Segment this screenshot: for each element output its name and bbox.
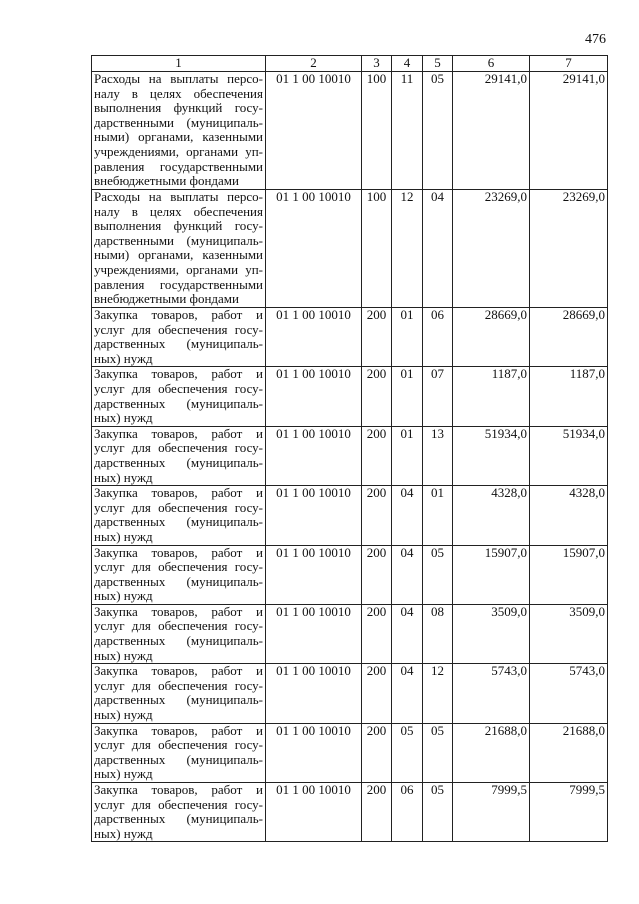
row-name-line: Закупка товаров, работ и	[94, 604, 263, 619]
subsection-cell: 01	[423, 486, 453, 545]
row-name-line: учреждениями, органами уп-	[94, 261, 263, 277]
row-name-cell	[92, 72, 266, 190]
budget-table	[91, 55, 608, 842]
expense-type-cell: 200	[362, 604, 392, 663]
row-name-line: учреждениями, органами уп-	[94, 143, 263, 159]
row-name-cell	[92, 486, 266, 545]
table-row	[92, 486, 608, 545]
table-row	[92, 723, 608, 782]
subsection-cell: 13	[423, 426, 453, 485]
row-name-line: услуг для обеспечения госу-	[94, 618, 263, 634]
amount-cell: 7999,5	[530, 783, 608, 842]
row-name-line: услуг для обеспечения госу-	[94, 737, 263, 753]
amount-cell: 1187,0	[453, 367, 530, 426]
row-name-line: Закупка товаров, работ и	[94, 782, 263, 797]
expense-type-cell: 100	[362, 72, 392, 190]
row-name-line: Закупка товаров, работ и	[94, 366, 263, 382]
amount-cell: 5743,0	[530, 664, 608, 723]
amount-cell: 28669,0	[453, 308, 530, 367]
row-name-line: налу в целях обеспечения	[94, 203, 263, 219]
row-name-cell	[92, 367, 266, 426]
row-name-line: дарственных (муниципаль-	[94, 395, 263, 411]
row-name-line: выполнения функций госу-	[94, 218, 263, 234]
row-name-line: ных) нужд	[94, 528, 153, 544]
row-name-line: Закупка товаров, работ и	[94, 663, 263, 679]
row-name-line: ных) нужд	[94, 707, 153, 723]
subsection-cell: 05	[423, 783, 453, 842]
expense-type-cell: 200	[362, 545, 392, 604]
section-cell: 06	[392, 783, 423, 842]
amount-cell: 23269,0	[453, 190, 530, 308]
section-cell: 04	[392, 545, 423, 604]
section-cell: 01	[392, 426, 423, 485]
code-cell: 01 1 00 10010	[266, 545, 362, 604]
section-cell: 12	[392, 190, 423, 308]
section-cell: 04	[392, 604, 423, 663]
amount-cell: 21688,0	[530, 723, 608, 782]
page-number: 476	[585, 32, 606, 47]
row-name-line: ных) нужд	[94, 766, 153, 782]
code-cell: 01 1 00 10010	[266, 664, 362, 723]
table-row	[92, 783, 608, 842]
subsection-cell: 08	[423, 604, 453, 663]
code-cell: 01 1 00 10010	[266, 190, 362, 308]
row-name-line: Расходы на выплаты персо-	[94, 189, 263, 204]
row-name-line: услуг для обеспечения госу-	[94, 499, 263, 515]
row-name-line: ных) нужд	[94, 825, 153, 841]
table-row	[92, 190, 608, 308]
expense-type-cell: 200	[362, 486, 392, 545]
row-name-line: ных) нужд	[94, 647, 153, 663]
row-name-cell	[92, 426, 266, 485]
row-name-line: ными) органами, казенными	[94, 129, 263, 145]
expense-type-cell: 200	[362, 367, 392, 426]
row-name-cell	[92, 783, 266, 842]
table-row	[92, 604, 608, 663]
amount-cell: 5743,0	[453, 664, 530, 723]
expense-type-cell: 100	[362, 190, 392, 308]
row-name-line: ных) нужд	[94, 410, 153, 426]
row-name-cell	[92, 604, 266, 663]
row-name-line: ных) нужд	[94, 350, 153, 366]
code-cell: 01 1 00 10010	[266, 72, 362, 190]
section-cell: 04	[392, 664, 423, 723]
amount-cell: 51934,0	[453, 426, 530, 485]
subsection-cell: 05	[423, 72, 453, 190]
row-name-line: внебюджетными фондами	[94, 173, 239, 189]
code-cell: 01 1 00 10010	[266, 604, 362, 663]
row-name-line: дарственных (муниципаль-	[94, 633, 263, 649]
header-cell: 6	[453, 56, 530, 72]
header-cell: 5	[423, 56, 453, 72]
header-cell: 3	[362, 56, 392, 72]
amount-cell: 4328,0	[453, 486, 530, 545]
row-name-cell	[92, 190, 266, 308]
section-cell: 05	[392, 723, 423, 782]
row-name-line: Закупка товаров, работ и	[94, 545, 263, 560]
row-name-line: дарственных (муниципаль-	[94, 573, 263, 589]
amount-cell: 15907,0	[530, 545, 608, 604]
row-name-line: дарственных (муниципаль-	[94, 514, 263, 530]
amount-cell: 7999,5	[453, 783, 530, 842]
row-name-line: дарственных (муниципаль-	[94, 751, 263, 767]
table-row	[92, 308, 608, 367]
amount-cell: 23269,0	[530, 190, 608, 308]
row-name-line: Закупка товаров, работ и	[94, 485, 263, 501]
row-name-line: дарственных (муниципаль-	[94, 811, 263, 827]
amount-cell: 29141,0	[453, 72, 530, 190]
row-name-cell	[92, 308, 266, 367]
amount-cell: 3509,0	[530, 604, 608, 663]
code-cell: 01 1 00 10010	[266, 308, 362, 367]
row-name-line: ных) нужд	[94, 588, 153, 604]
section-cell: 01	[392, 308, 423, 367]
table-row	[92, 367, 608, 426]
code-cell: 01 1 00 10010	[266, 367, 362, 426]
header-cell: 7	[530, 56, 608, 72]
subsection-cell: 07	[423, 367, 453, 426]
amount-cell: 29141,0	[530, 72, 608, 190]
amount-cell: 28669,0	[530, 308, 608, 367]
expense-type-cell: 200	[362, 308, 392, 367]
section-cell: 11	[392, 72, 423, 190]
row-name-line: Расходы на выплаты персо-	[94, 71, 263, 86]
row-name-line: равления государственными	[94, 158, 263, 174]
amount-cell: 4328,0	[530, 486, 608, 545]
table-body	[92, 72, 608, 842]
amount-cell: 15907,0	[453, 545, 530, 604]
header-row	[92, 56, 608, 72]
subsection-cell: 04	[423, 190, 453, 308]
row-name-line: ными) органами, казенными	[94, 247, 263, 263]
code-cell: 01 1 00 10010	[266, 723, 362, 782]
row-name-line: ных) нужд	[94, 469, 153, 485]
row-name-line: услуг для обеспечения госу-	[94, 321, 263, 337]
row-name-line: Закупка товаров, работ и	[94, 426, 263, 441]
row-name-line: услуг для обеспечения госу-	[94, 796, 263, 812]
expense-type-cell: 200	[362, 783, 392, 842]
amount-cell: 1187,0	[530, 367, 608, 426]
expense-type-cell: 200	[362, 664, 392, 723]
row-name-line: выполнения функций госу-	[94, 100, 263, 116]
table-row	[92, 72, 608, 190]
subsection-cell: 12	[423, 664, 453, 723]
expense-type-cell: 200	[362, 723, 392, 782]
row-name-line: внебюджетными фондами	[94, 291, 239, 307]
table-row	[92, 426, 608, 485]
table-row	[92, 664, 608, 723]
row-name-line: дарственных (муниципаль-	[94, 692, 263, 708]
section-cell: 01	[392, 367, 423, 426]
section-cell: 04	[392, 486, 423, 545]
header-cell: 2	[266, 56, 362, 72]
amount-cell: 51934,0	[530, 426, 608, 485]
row-name-line: услуг для обеспечения госу-	[94, 440, 263, 456]
code-cell: 01 1 00 10010	[266, 426, 362, 485]
amount-cell: 21688,0	[453, 723, 530, 782]
row-name-line: дарственных (муниципаль-	[94, 336, 263, 352]
expense-type-cell: 200	[362, 426, 392, 485]
row-name-line: налу в целях обеспечения	[94, 85, 263, 101]
subsection-cell: 05	[423, 723, 453, 782]
subsection-cell: 06	[423, 308, 453, 367]
row-name-cell	[92, 664, 266, 723]
row-name-line: услуг для обеспечения госу-	[94, 677, 263, 693]
row-name-line: дарственными (муниципаль-	[94, 232, 263, 248]
header-cell: 1	[92, 56, 266, 72]
subsection-cell: 05	[423, 545, 453, 604]
row-name-line: дарственных (муниципаль-	[94, 454, 263, 470]
row-name-line: дарственными (муниципаль-	[94, 114, 263, 130]
table-row	[92, 545, 608, 604]
header-cell: 4	[392, 56, 423, 72]
code-cell: 01 1 00 10010	[266, 783, 362, 842]
code-cell: 01 1 00 10010	[266, 486, 362, 545]
row-name-line: услуг для обеспечения госу-	[94, 380, 263, 396]
row-name-cell	[92, 545, 266, 604]
row-name-cell	[92, 723, 266, 782]
row-name-line: Закупка товаров, работ и	[94, 307, 263, 322]
row-name-line: Закупка товаров, работ и	[94, 723, 263, 738]
row-name-line: услуг для обеспечения госу-	[94, 559, 263, 575]
row-name-line: равления государственными	[94, 276, 263, 292]
amount-cell: 3509,0	[453, 604, 530, 663]
